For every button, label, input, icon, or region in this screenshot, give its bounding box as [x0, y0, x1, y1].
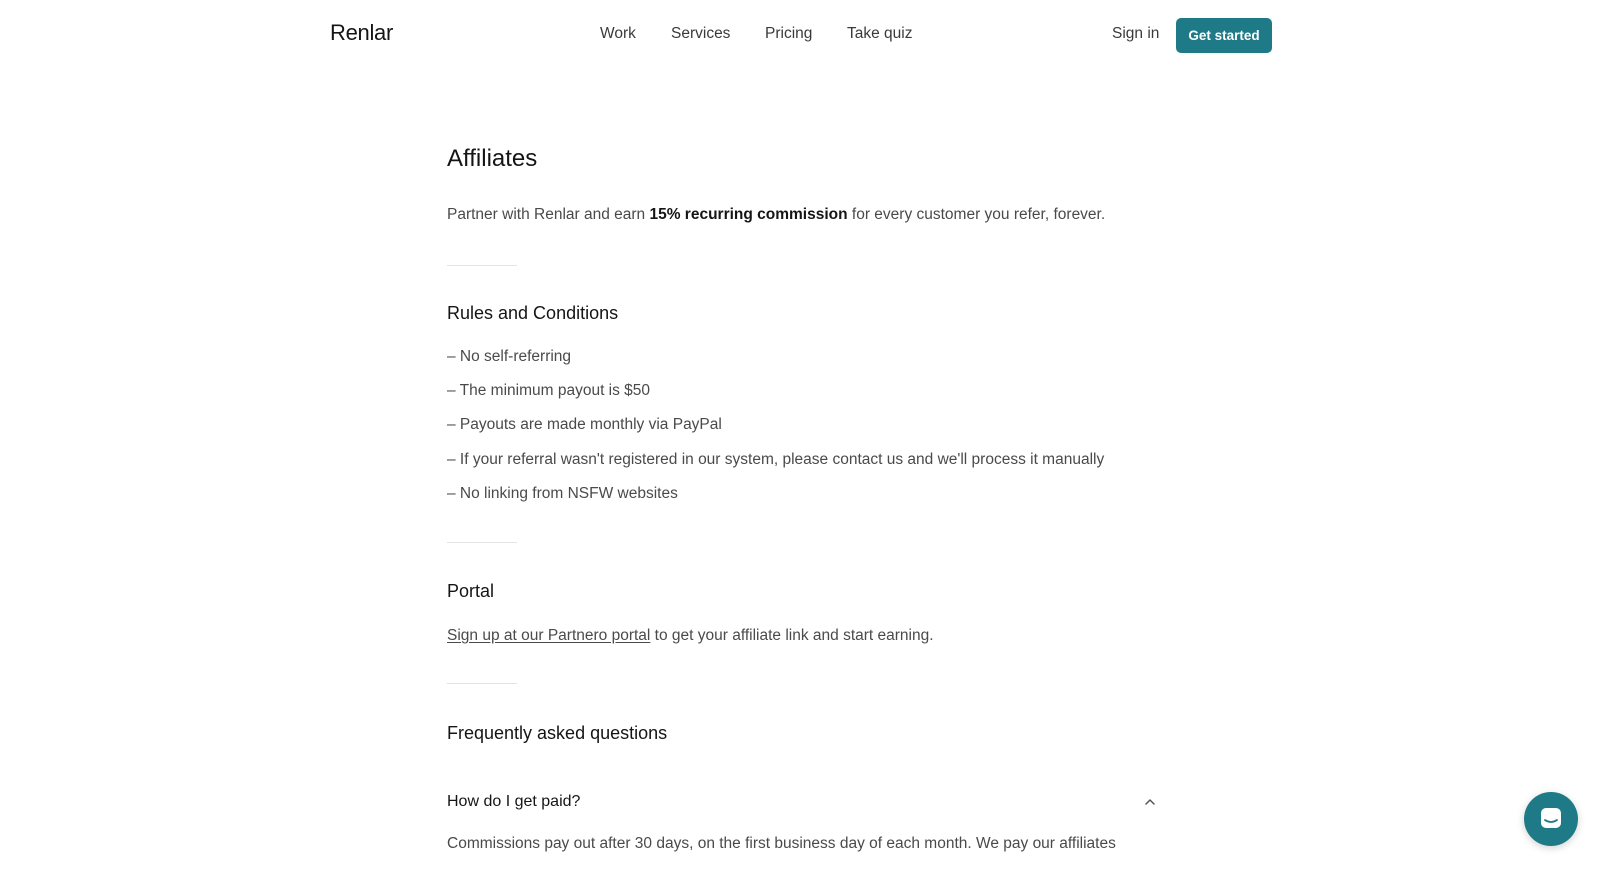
portal-text — [447, 627, 934, 645]
intro-text-start: Partner with Renlar and earn — [447, 206, 650, 223]
nav-item-work[interactable]: Work — [600, 25, 636, 42]
chevron-up-icon — [1143, 795, 1157, 809]
faq-question: How do I get paid? — [447, 793, 581, 810]
page-title: Affiliates — [447, 145, 538, 172]
chat-icon — [1538, 805, 1564, 834]
chat-launcher-button[interactable] — [1524, 792, 1578, 846]
intro-text-end: for every customer you refer, forever. — [847, 206, 1106, 223]
faq-question-toggle[interactable] — [447, 790, 1157, 814]
intro-text — [447, 206, 1105, 224]
rule-item: – The minimum payout is $50 — [447, 382, 651, 399]
nav-item-take-quiz[interactable]: Take quiz — [847, 25, 913, 42]
logo[interactable]: Renlar — [330, 20, 394, 45]
portal-heading: Portal — [447, 581, 495, 601]
commission-highlight: 15% recurring commission — [649, 206, 848, 223]
rule-item: – Payouts are made monthly via PayPal — [447, 416, 722, 433]
rule-item: – If your referral wasn't registered in our system, please contact us and we'll process it manually — [447, 451, 1105, 468]
nav-item-services[interactable]: Services — [671, 25, 731, 42]
partnero-portal-link[interactable]: Sign up at our Partnero portal — [447, 627, 651, 644]
divider — [447, 542, 517, 543]
faq-answer: Commissions pay out after 30 days, on the first business day of each month. We pay our affiliates — [447, 835, 1116, 852]
sign-in-link[interactable]: Sign in — [1112, 25, 1160, 42]
rule-item: – No linking from NSFW websites — [447, 485, 678, 502]
get-started-button[interactable]: Get started — [1176, 18, 1272, 53]
nav-item-pricing[interactable]: Pricing — [765, 25, 813, 42]
rules-heading: Rules and Conditions — [447, 303, 619, 323]
divider — [447, 683, 517, 684]
portal-text-end: to get your affiliate link and start earning. — [650, 627, 934, 644]
faq-heading: Frequently asked questions — [447, 723, 668, 743]
site-header — [0, 0, 1600, 72]
rule-item: – No self-referring — [447, 348, 572, 365]
divider — [447, 265, 517, 266]
